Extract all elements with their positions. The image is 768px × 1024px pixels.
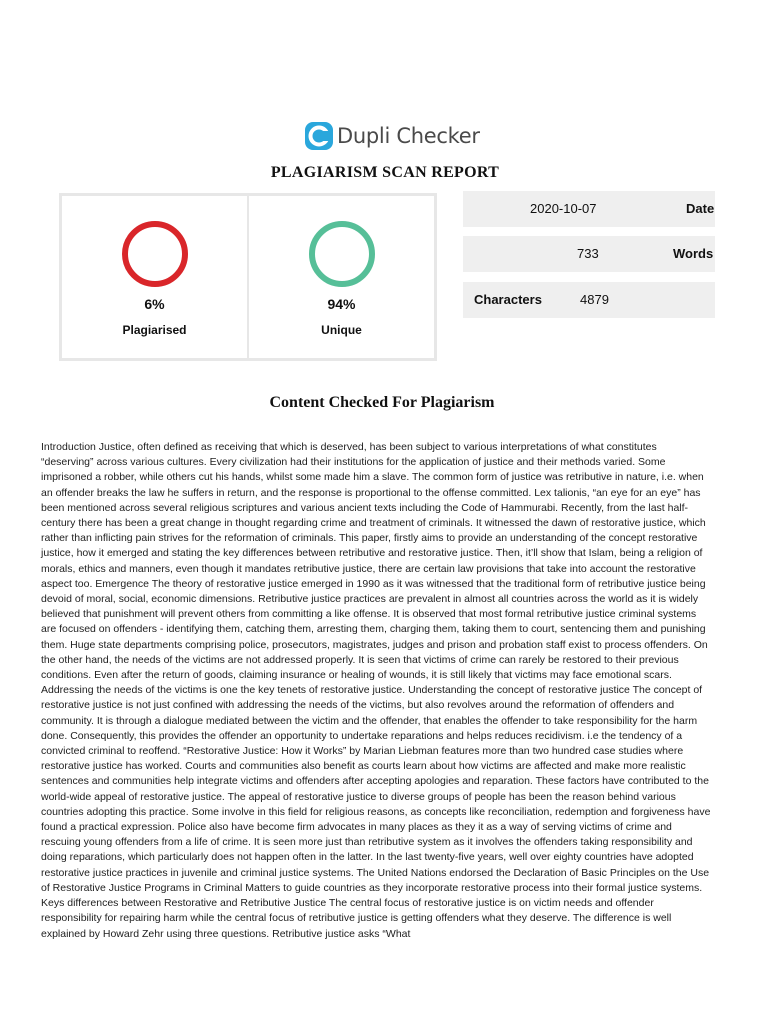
plagiarised-label: Plagiarised [122,323,187,337]
characters-value: 4879 [580,292,609,307]
date-value: 2020-10-07 [530,201,597,216]
plagiarised-cell [62,196,247,358]
checked-content-text: Introduction Justice, often defined as receiving that which is deserved, has been subject to various interpretations of what constitutes “deserving” across various cultures. Every civilization had their institutions for the application of justice and their methods varied. Some imprisoned a robber, while others cut his hands, whilst some made him a slave. The common form of justice was retributive in nature, i.e. when an offender breaks the law he suffers in return, and the response is proportional to the offense committed. Lex talionis, “an eye for an eye” has been mentioned across several religious scriptures and various ancient texts including the Code of Hammurabi. Recently, from the last half- century there has been a great change in thought regarding crime and treatment of criminals. It witnessed the dawn of restorative justice, which rather than inflicting pain strives for the reformation of criminals. This paper, firstly aims to provide an understanding of the concept restorative justice, how it emerged and stating the key differences between retributive and restorative justice. Then, it’ll show that Islam, being a religion of morals, ethics and manners, even though it mandates retributive justice, there are certain law provisions that take into account the restorative aspect too. Emergence The theory of restorative justice emerged in 1990 as it was witnessed that the traditional form of retributive justice being devoid of moral, social, economic dimensions. Retributive justice practices are prevalent in almost all countries across the world as it is widely believed that punishment will prevent others from committing a like offense. It is observed that most formal retributive justice criminal systems are focused on offenders - identifying them, catching them, arresting them, charging them, taking them to court, sentencing them and punishing them. Huge state departments comprising police, prosecutors, magistrates, judges and prison and probation staff exist to process offenders. On the other hand, the needs of the victims are not addressed properly. It is seen that victims of crime can rarely be restored to their previous conditions. Even after the return of goods, claiming insurance or healing of wounds, it is still likely that victims may face emotional scars. Addressing the needs of the victims is one the key tenets of restorative justice. Understanding the concept of restorative justice The concept of restorative justice is not just confined with addressing the needs of the victims, but also revolves around the reformation of offenders and community. It is through a dialogue mediated between the victim and the offender, that enables the offender to take responsibility for the harm done. Consequently, this provides the offender an opportunity to undertake reparations and helps reduces recidivism. i.e the tendency of a convicted criminal to reoffend. “Restorative Justice: How it Works” by Marian Liebman features more than two hundred case studies where restorative justice has worked. Courts and communities also benefit as courts learn about how victims are affected and make more realistic sentences and communities help integrate victims and offenders after accepting apologies and reparation. These factors have contributed to the world-wide appeal of restorative justice. The appeal of restorative justice to diverse groups of people has been the reason behind various countries adopting this practice. Some involve in this field for religious reasons, as concepts like reconciliation, redemption and forgiveness have found a practical expression. Police also have become firm advocates in many places as they it as a way of serving victims of crime and rescuing young offenders from a life of crime. It is seen more just than retributive system as it involves the offenders taking responsibility and doing reparations, which particularly does not happen often in the latter. In the last twenty-five years, well over eighty countries have adopted restorative justice practices in juvenile and criminal justice systems. The United Nations endorsed the Declaration of Basic Principles on the Use of Restorative Justice Programs in Criminal Matters to guide countries as they incorporate restorative process into their formal justice systems. Keys differences between Restorative and Retributive Justice The central focus of restorative justice is on victim needs and offender responsibility for repairing harm while the central focus of retributive justice is getting offenders what they deserve. The difference is well explained by Howard Zehr using three questions. Retributive justice asks “What [41,441,711,940]
words-label: Words [673,246,714,261]
date-stat [463,191,715,227]
brand-name: Dupli Checker [337,124,480,148]
dupli-checker-logo [304,120,480,152]
report-title: PLAGIARISM SCAN REPORT [270,164,500,181]
plagiarised-percent: 6% [144,296,165,312]
plagiarised-ring [121,220,189,288]
characters-stat [463,282,715,318]
logo-c-icon [304,121,334,151]
words-stat [463,236,715,272]
unique-label: Unique [321,323,362,337]
unique-ring [308,220,376,288]
unique-percent: 94% [327,296,356,312]
content-heading: Content Checked For Plagiarism [269,394,495,411]
words-value: 733 [577,246,599,261]
date-label: Date [686,201,715,216]
unique-cell [247,196,434,358]
characters-label: Characters [474,292,542,307]
scan-summary-panel [59,193,437,361]
